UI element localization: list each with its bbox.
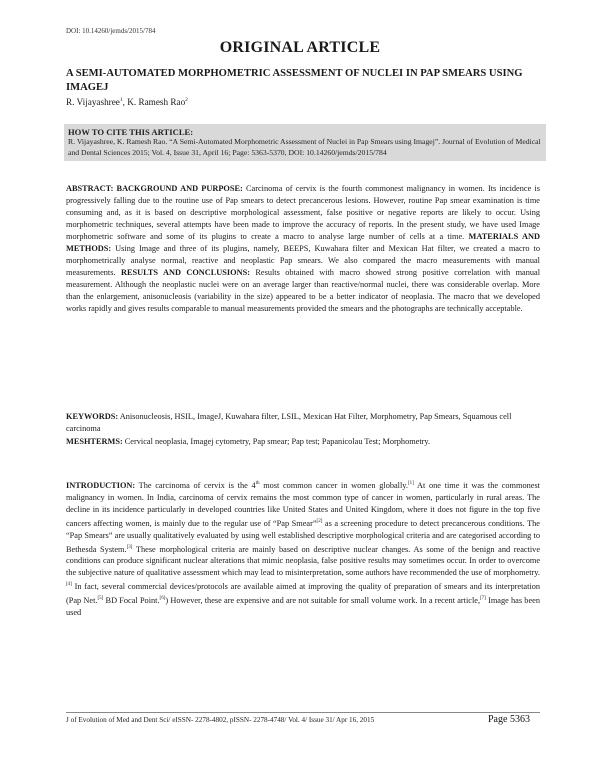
intro-superscript-th: th [255,481,260,486]
keywords-line [66,411,540,435]
article-type-heading: ORIGINAL ARTICLE [219,39,381,56]
abstract-heading-results: RESULTS AND CONCLUSIONS: [120,268,250,277]
abstract-methods-text: Using Image and three of its plugins, namely, BEEPS, Kuwahara filter and Mexican Hat filter, we created a macro to morphometrically analyse normal, reactive and neoplastic Pap smears. We also compared the macro measurements with manual measurements. [66,244,540,277]
meshterms-text: Cervical neoplasia, Imagej cytometry, Pap smear; Pap test; Papanicolau Test; Morphometry. [122,437,431,446]
keywords-text: Anisonucleosis, HSIL, ImageJ, Kuwahara filter, LSIL, Mexican Hat Filter, Morphometry, Pap Smears, Squamous cell carcinoma [66,412,512,433]
abstract-paragraph [66,183,540,315]
abstract-background-text: Carcinoma of cervix is the fourth commonest malignancy in women. Its incidence is progressively falling due to the routine use of Pap smears to detect precancerous lesions. However, routine Pap smear examination is time consuming and, as it is based on descriptive morphological assessment, false positive or negative reports are likely to occur. Using morphometric techniques, several attempts have been made to improve the accuracy of reports. In the present study, we have used Image morphometric software and some of its plugins to create a macro to analyse large number of cells at a time. [66,184,540,241]
citation-heading: HOW TO CITE THIS ARTICLE: [68,127,194,137]
footer-journal-info: J of Evolution of Med and Dent Sci/ eISSN- 2278-4802, pISSN- 2278-4748/ Vol. 4/ Issue 31/ Apr 16, 2015 [66,716,375,724]
citation-box [64,124,546,161]
meshterms-line [66,436,540,448]
intro-text-1: The carcinoma of cervix is the 4 [135,480,256,490]
keywords-label: KEYWORDS: [66,412,119,421]
abstract-results-text: Results obtained with macro showed strong positive correlation with manual measurement. Although the neoplastic nuclei were on an average larger than reactive/normal nuclei, there was considerable overlap. More than the enlargement, anisonucleosis (variability in the size) appeared to be a better indicator of neoplasia. The macro that we developed works rapidly and gives results comparable to manual measurements provided the smears and the photographs are technically acceptable. [66,268,541,313]
reference-7: [7] [480,596,486,602]
intro-text-6: In fact, several commercial devices/protocols are available aimed at improving the quality of preparation of smears and its interpretation (Pap Net. [66,582,540,605]
reference-2: [2] [316,518,323,524]
author-2-affiliation: 2 [185,97,188,103]
author-separator: , [122,97,128,108]
author-1-affiliation: 1 [119,97,123,103]
reference-1: [1] [407,481,414,486]
reference-4: [4] [66,582,72,588]
intro-text-5: These morphological criteria are mainly based on descriptive nuclear changes. As some of the benign and reactive conditions can produce significant nuclear alterations that mimic neoplasia, false positive results may sometimes occur. In order to overcome the subjective nature of qualitative assessment which may lead to misinterpretation, some authors have recommended the use of morphometry. [66,544,541,578]
reference-6: [6] [159,596,166,602]
intro-text-4: as a screening procedure to detect precancerous conditions. The “Pap Smears” are usually qualitatively evaluated by using well established descriptive morphological criteria and are categorised according to Bethesda System. [66,518,540,554]
meshterms-label: MESHTERMS: [66,437,123,446]
intro-text-7: BD Focal Point. [103,595,160,605]
abstract-heading-methods: MATERIALS AND METHODS: [66,232,540,253]
citation-text: R. Vijayashree, K. Ramesh Rao. “A Semi-Automated Morphometric Assessment of Nuclei in Pap Smears using Imagej”. Journal of Evolution of Medical and Dental Sciences 2015; Vol. 4, Issue 31, April 16; Page: 5363-5370, DOI: 10.14260/jemds/2015/784 [68,137,541,157]
introduction-label: INTRODUCTION: [66,480,136,490]
author-list [66,97,188,107]
reference-5: [5] [97,596,104,602]
intro-text-8: ) However, these are expensive and are not suitable for small volume work. In a recent article, [165,595,481,605]
author-1: R. Vijayashree [66,97,120,108]
reference-3: [3] [126,544,133,550]
footer-divider [66,712,540,713]
article-title: A SEMI-AUTOMATED MORPHOMETRIC ASSESSMENT OF NUCLEI IN PAP SMEARS USING IMAGEJ [66,68,523,93]
introduction-paragraph [66,478,540,619]
doi-line: DOI: 10.14260/jemds/2015/784 [66,27,156,35]
page-number: Page 5363 [488,714,530,725]
intro-text-2: most common cancer in women globally. [259,480,408,490]
author-2: K. Ramesh Rao [127,97,186,108]
intro-text-3: At one time it was the commonest malignancy in women. In India, carcinoma of cervix remains the most common type of cancer in women, particularly in rural areas. The decline in its incidence particularly in developed countries like United States and United Kingdom, where it does not figure in the top five cancers affecting women, is mainly due to the regular use of “Pap Smear” [66,480,540,528]
abstract-heading-background: ABSTRACT: BACKGROUND AND PURPOSE: [66,184,243,193]
intro-text-9: Image has been used [66,595,540,617]
